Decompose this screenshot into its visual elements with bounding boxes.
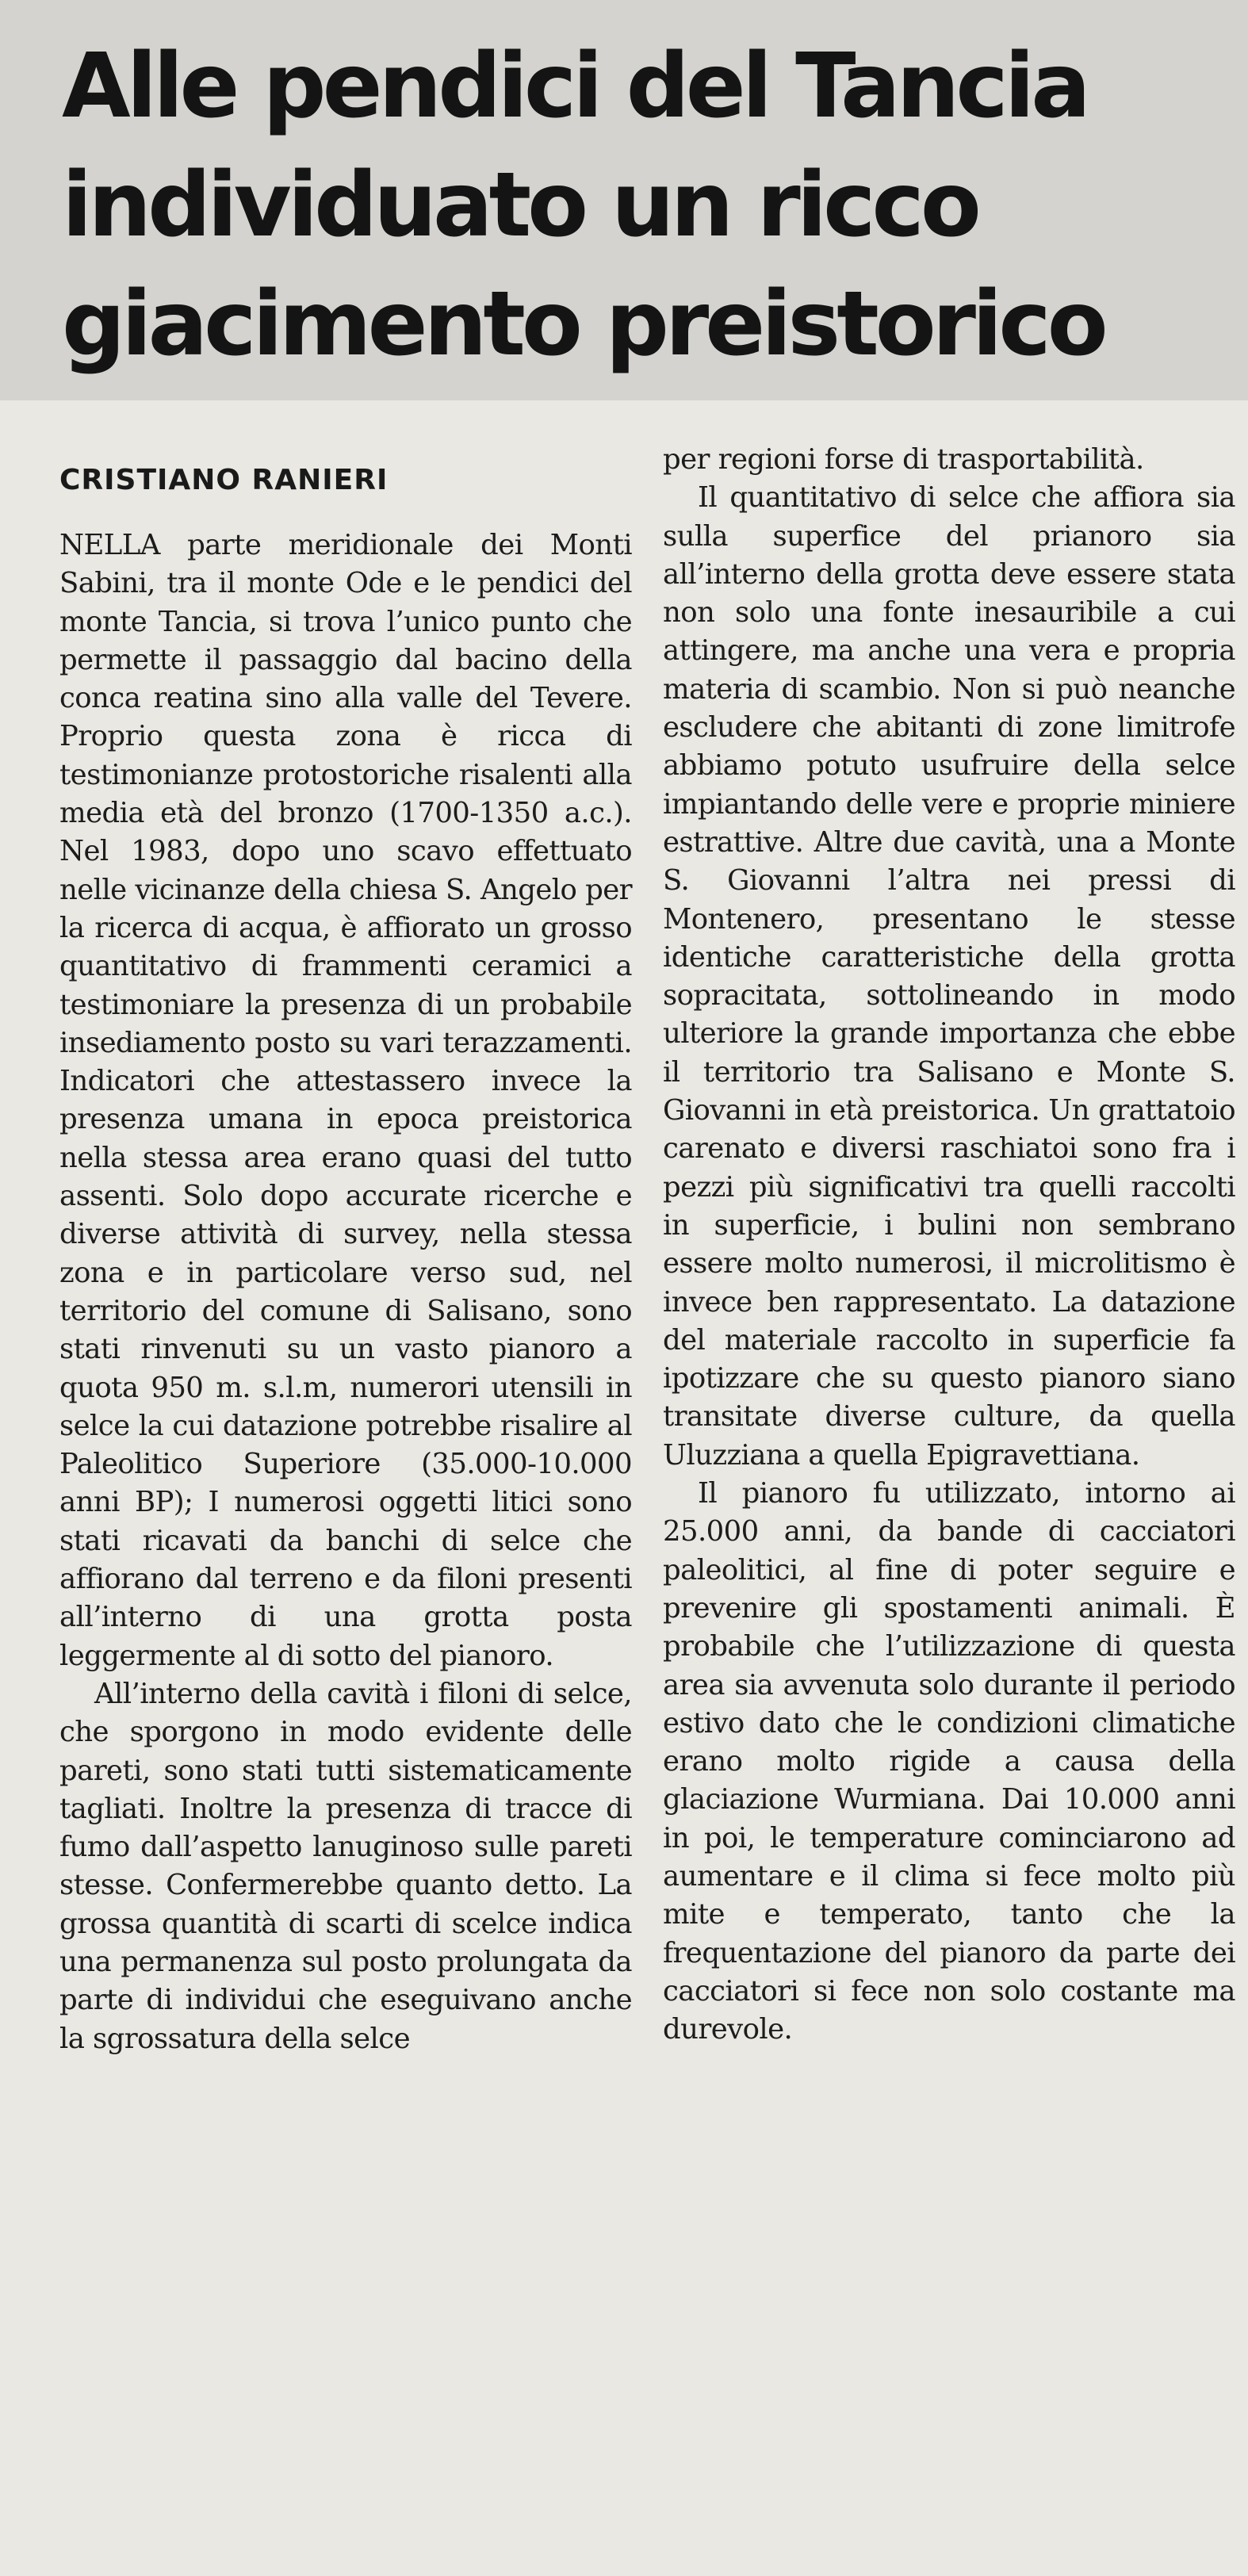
paragraph-1: NELLA parte meridionale dei Monti Sabini, tra il monte Ode e le pendici del monte Tancia, si trova l’unico punto che permette il passaggio dal bacino della conca reatina sino alla valle del Tevere. Proprio questa zona è ricca di testimonianze protostoriche risalenti alla media età del bronzo (1700-1350 a.c.). Nel 1983, dopo uno scavo effettuato nelle vicinanze della chiesa S. Angelo per la ricerca di acqua, è affiorato un grosso quantitativo di frammenti ceramici a testimoniare la presenza di un probabile insediamento posto su vari terazzamenti. Indicatori che attestassero invece la presenza umana in epoca preistorica nella stessa area erano quasi del tutto assenti. Solo dopo accurate ricerche e diverse attività di survey, nella stessa zona e in particolare verso sud, nel territorio del comune di Salisano, sono stati rinvenuti su un vasto pianoro a quota 950 m. s.l.m, numerori utensili in selce la cui datazione potrebbe risalire al Paleolitico Superiore (35.000-10.000 anni BP); I numerosi oggetti litici sono stati ricavati da banchi di selce che affiorano dal terreno e da filoni presenti all’interno di una grotta posta leggermente al di sotto del pianoro. [59,529,632,1672]
column-right [663,441,1235,2049]
article-headline: Alle pendici del Tancia individuato un ricco giacimento preistorico [62,35,1104,376]
paragraph-4: Il pianoro fu utilizzato, intorno ai 25.000 anni, da bande di cacciatori paleolitici, al fine di poter seguire e prevenire gli spostamenti animali. È probabile che l’utilizzazione di questa area sia avvenuta solo durante il periodo estivo dato che le condizioni climatiche erano molto rigide a causa della glaciazione Wurmiana. Dai 10.000 anni in poi, le temperature cominciarono ad aumentare e il clima si fece molto più mite e temperato, tanto che la frequentazione del pianoro da parte dei cacciatori si fece non solo costante ma durevole. [663,1477,1235,2046]
headline-band [0,0,1248,400]
paragraph-2-continued: per regioni forse di trasportabilità. [663,443,1144,476]
article-byline: CRISTIANO RANIERI [59,464,389,496]
paragraph-3: Il quantitativo di selce che affiora sia sulla superfice del prianoro sia all’interno della grotta deve essere stata non solo una fonte inesauribile a cui attingere, ma anche una vera e propria materia di scambio. Non si può neanche escludere che abitanti di zone limitrofe abbiamo potuto usufruire della selce impiantando delle vere e proprie miniere estrattive. Altre due cavità, una a Monte S. Giovanni l’altra nei pressi di Montenero, presentano le stesse identiche caratteristiche della grotta sopracitata, sottolineando in modo ulteriore la grande importanza che ebbe il territorio tra Salisano e Monte S. Giovanni in età preistorica. Un grattatoio carenato e diversi raschiatoi sono fra i pezzi più significativi tra quelli raccolti in superficie, i bulini non sembrano essere molto numerosi, il microlitismo è invece ben rappresentato. La datazione del materiale raccolto in superficie fa ipotizzare che su questo pianoro siano transitate diverse culture, da quella Uluzziana a quella Epigravettiana. [663,481,1235,1472]
paragraph-2: All’interno della cavità i filoni di selce, che sporgono in modo evidente delle pareti, sono stati tutti sistematicamente tagliati. Inoltre la presenza di tracce di fumo dall’aspetto lanuginoso sulle pareti stesse. Confermerebbe quanto detto. La grossa quantità di scarti di scelce indica una permanenza sul posto prolungata da parte di individui che eseguivano anche la sgrossatura della selce [59,1677,632,2055]
column-left [59,441,632,2058]
